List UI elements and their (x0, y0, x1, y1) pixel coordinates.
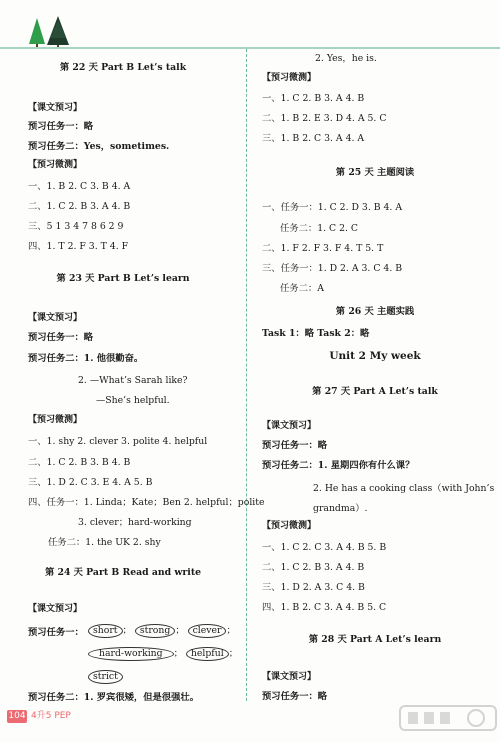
answer-line: 四、任务一：1. Linda；Kate；Ben 2. helpful；polite (28, 497, 265, 508)
answer-line: 四、1. T 2. F 3. T 4. F (28, 241, 129, 252)
circled-word: clever (188, 624, 227, 638)
task-line: 预习任务一：略 (28, 332, 94, 343)
answer-line: 二、1. F 2. F 3. F 4. T 5. T (262, 243, 384, 254)
task-line: 预习任务二：Yes，sometimes. (28, 141, 170, 152)
task-line: —She’s helpful. (96, 395, 170, 406)
task-line: 预习任务一： (28, 627, 84, 638)
answer-line: 三、5 1 3 4 7 8 6 2 9 (28, 221, 124, 232)
section-tag: 【课文预习】 (28, 313, 83, 323)
answer-line: 三、1. D 2. A 3. C 4. B (262, 582, 365, 593)
task-line: 预习任务二：1. 他很勤奋。 (28, 353, 144, 364)
circled-word: strict (88, 670, 123, 684)
answer-line: 任务二：1. C 2. C (280, 223, 359, 234)
answer-line: 三、1. D 2. C 3. E 4. A 5. B (28, 477, 153, 488)
task-line: 预习任务一：略 (262, 440, 328, 451)
answer-line: 二、1. B 2. E 3. D 4. A 5. C (262, 113, 387, 124)
header-rule (0, 47, 500, 49)
task-line: 预习任务一：略 (28, 121, 94, 132)
answer-line: 3. clever；hard-working (78, 517, 192, 528)
circled-word: helpful (186, 647, 229, 661)
day24-title: 第 24 天 Part B Read and write (44, 567, 202, 578)
section-tag: 【预习微测】 (262, 73, 317, 83)
task-line: 预习任务一：略 (262, 691, 328, 702)
task-line: 2. —What’s Sarah like? (78, 375, 188, 386)
answer-line: 三、1. B 2. C 3. A 4. A (262, 133, 365, 144)
task-line: 预习任务二：1. 罗宾很矮，但是很强壮。 (28, 692, 199, 703)
answer-line: 三、任务一：1. D 2. A 3. C 4. B (262, 263, 403, 274)
answer-line: 任务二：1. the UK 2. shy (48, 537, 161, 548)
answer-line: 一、1. shy 2. clever 3. polite 4. helpful (28, 436, 208, 447)
section-tag: 【预习微测】 (262, 521, 317, 531)
task-line: 预习任务二：1. 星期四你有什么课？ (262, 460, 415, 471)
day23-title: 第 23 天 Part B Let’s learn (56, 273, 190, 284)
answer-line: 二、1. C 2. B 3. A 4. B (28, 201, 131, 212)
circled-word: hard-working (88, 647, 174, 661)
section-tag: 【课文预习】 (262, 672, 317, 682)
unit-title: Unit 2 My week (329, 350, 421, 362)
answer-line: 二、1. C 2. B 3. A 4. B (262, 562, 365, 573)
day26-title: 第 26 天 主题实践 (335, 306, 415, 317)
task-line: 2. He has a cooking class（with John’s (313, 483, 495, 494)
circled-word: strong (135, 624, 176, 638)
section-tag: 【预习微测】 (28, 415, 83, 425)
task-line: grandma）. (313, 503, 368, 514)
answer-line: 任务二：A (280, 283, 324, 294)
section-tag: 【课文预习】 (262, 421, 317, 431)
day27-title: 第 27 天 Part A Let’s talk (312, 386, 438, 397)
answer-line: 一、任务一：1. C 2. D 3. B 4. A (262, 202, 403, 213)
tree-decoration (28, 16, 74, 48)
circled-word-row (88, 670, 123, 684)
page-number: 104 (8, 711, 26, 721)
circled-word: short (88, 624, 123, 638)
answer-line: 2. Yes，he is. (315, 53, 377, 64)
task-line: Task 1：略 Task 2：略 (262, 328, 370, 339)
grade-label: 4升5 PEP (31, 711, 71, 721)
answer-line: 一、1. B 2. C 3. B 4. A (28, 181, 131, 192)
column-divider (246, 49, 247, 701)
day22-title: 第 22 天 Part B Let’s talk (59, 62, 187, 73)
watermark-logo (398, 700, 498, 740)
circled-word-row: hard-working ； helpful ； (88, 647, 238, 661)
section-tag: 【预习微测】 (28, 160, 83, 170)
section-tag: 【课文预习】 (28, 103, 83, 113)
answer-line: 四、1. B 2. C 3. A 4. B 5. C (262, 602, 387, 613)
day25-title: 第 25 天 主题阅读 (335, 167, 415, 178)
answer-line: 一、1. C 2. C 3. A 4. B 5. B (262, 542, 387, 553)
answer-line: 一、1. C 2. B 3. A 4. B (262, 93, 365, 104)
section-tag: 【课文预习】 (28, 604, 83, 614)
day28-title: 第 28 天 Part A Let’s learn (308, 634, 442, 645)
circled-word-row: short ； strong ； clever ； (88, 624, 236, 638)
answer-line: 二、1. C 2. B 3. B 4. B (28, 457, 131, 468)
